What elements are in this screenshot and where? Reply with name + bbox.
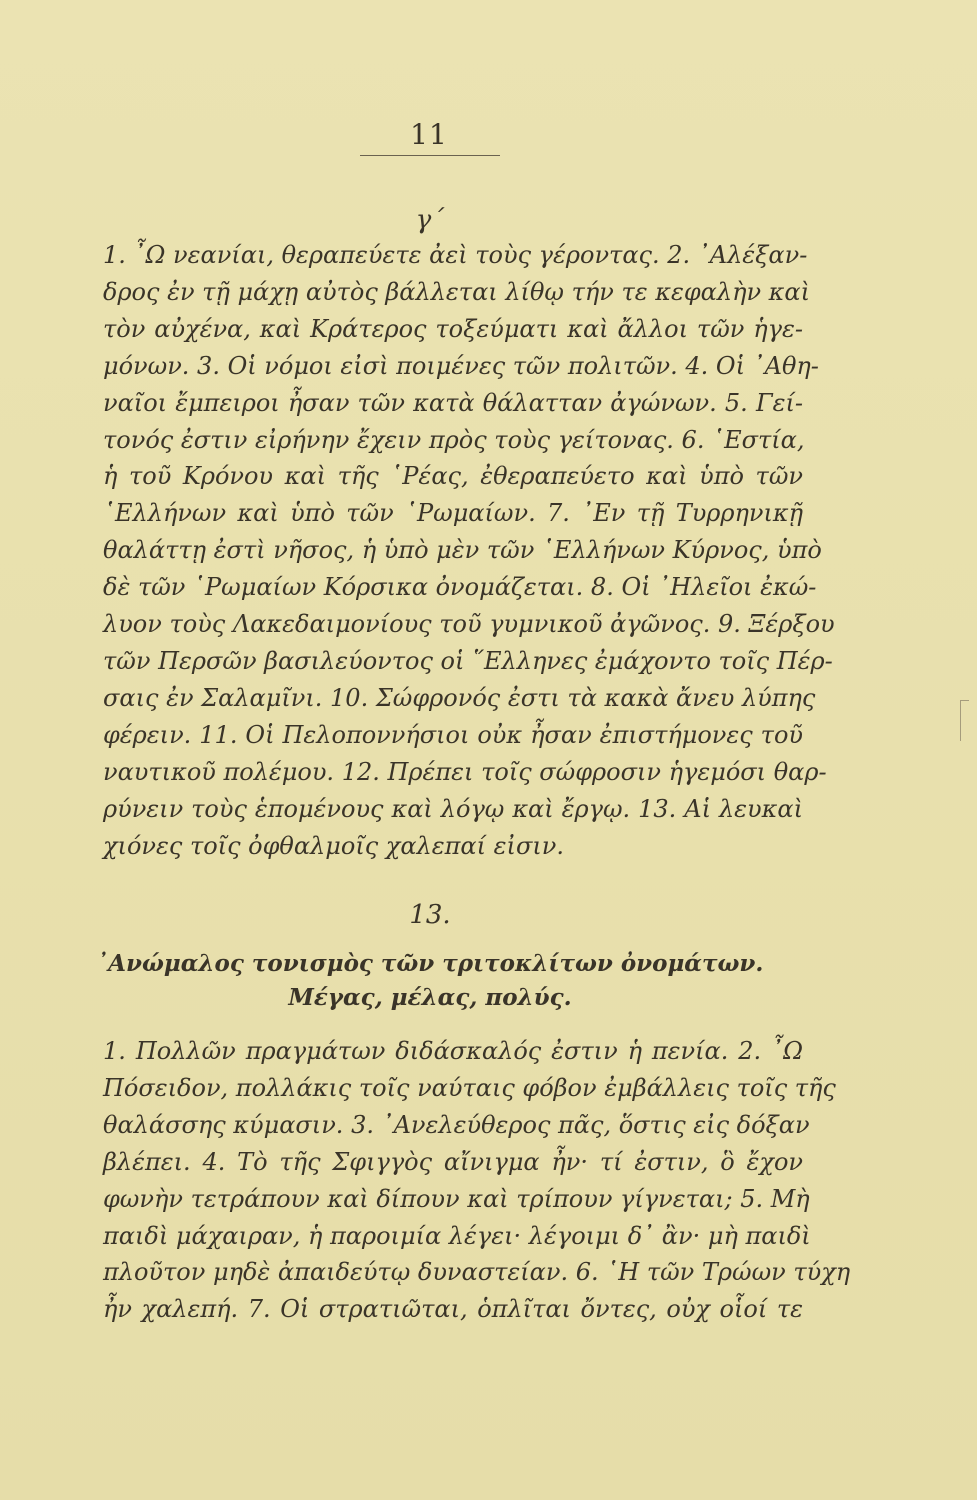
text-line: χιόνες τοῖς ὀφθαλμοῖς χαλεπαί εἰσιν. [103,831,564,860]
text-line: πλοῦτον μηδὲ ἀπαιδεύτῳ δυναστείαν. 6. ῾Η τῶν Τρώων τύχη [103,1258,851,1287]
page-edge-mark [960,700,969,741]
text-line: φέρειν. 11. Οἱ Πελοποννήσιοι οὐκ ἦσαν ἐπιστήμονες τοῦ [103,720,803,749]
text-line: ῾Ελλήνων καὶ ὑπὸ τῶν ῾Ρωμαίων. 7. ᾽Εν τῇ Τυρρηνικῇ [103,499,803,528]
text-line: τονός ἐστιν εἰρήνην ἔχειν πρὸς τοὺς γείτονας. 6. ῾Εστία, [103,425,805,454]
text-line: σαις ἐν Σαλαμῖνι. 10. Σώφρονός ἐστι τὰ κακὰ ἄνευ λύπης [103,683,816,712]
exercise-paragraph-gamma [103,237,835,864]
text-line: ρύνειν τοὺς ἑπομένους καὶ λόγῳ καὶ ἔργῳ. 13. Αἱ λευκαὶ [103,794,803,823]
lesson-number: 13. [409,900,451,930]
text-line: δρος ἐν τῇ μάχῃ αὐτὸς βάλλεται λίθῳ τήν τε κεφαλὴν καὶ [103,277,811,306]
text-line: θαλάττῃ ἐστὶ νῆσος, ἡ ὑπὸ μὲν τῶν ῾Ελλήνων Κύρνος, ὑπὸ [103,536,822,565]
text-line: 1. ῏Ω νεανίαι, θεραπεύετε ἀεὶ τοὺς γέροντας. 2. ᾽Αλέξαν- [103,241,808,269]
lesson-heading [0,947,860,1015]
text-line: παιδὶ μάχαιραν, ἡ παροιμία λέγει· λέγοιμι δ᾽ ἂν· μὴ παιδὶ [103,1221,811,1250]
text-line: 1. Πολλῶν πραγμάτων διδάσκαλός ἐστιν ἡ πενία. 2. ῏Ω [103,1037,803,1065]
text-line: Πόσειδον, πολλάκις τοῖς ναύταις φόβον ἐμβάλλεις τοῖς τῆς [103,1073,836,1102]
text-line: λυον τοὺς Λακεδαιμονίους τοῦ γυμνικοῦ ἀγῶνος. 9. Ξέρξου [103,610,835,639]
text-line: μόνων. 3. Οἱ νόμοι εἰσὶ ποιμένες τῶν πολιτῶν. 4. Οἱ ᾽Αθη- [103,351,819,380]
text-line: δὲ τῶν ῾Ρωμαίων Κόρσικα ὀνομάζεται. 8. Οἱ ᾽Ηλεῖοι ἐκώ- [103,573,817,602]
text-line: ἡ τοῦ Κρόνου καὶ τῆς ῾Ρέας, ἐθεραπεύετο καὶ ὑπὸ τῶν [103,462,803,491]
text-line: ναῖοι ἔμπειροι ἦσαν τῶν κατὰ θάλατταν ἀγώνων. 5. Γεί- [103,388,803,417]
text-line: τὸν αὐχένα, καὶ Κράτερος τοξεύματι καὶ ἄλλοι τῶν ἡγε- [103,314,803,343]
lesson-subtitle: Μέγας, μέλας, πολύς. [288,984,572,1011]
text-line: θαλάσσης κύμασιν. 3. ᾽Ανελεύθερος πᾶς, ὅστις εἰς δόξαν [103,1110,810,1139]
lesson-title: ᾽Ανώμαλος τονισμὸς τῶν τριτοκλίτων ὀνομάτων. [96,950,764,977]
header-rule [360,155,500,156]
text-line: ναυτικοῦ πολέμου. 12. Πρέπει τοῖς σώφροσιν ἡγεμόσι θαρ- [103,757,827,786]
text-line: βλέπει. 4. Τὸ τῆς Σφιγγὸς αἴνιγμα ἦν· τί ἐστιν, ὃ ἔχον [103,1147,803,1176]
exercise-paragraph-lesson-13 [103,1033,851,1328]
text-line: φωνὴν τετράπουν καὶ δίπουν καὶ τρίπουν γίγνεται; 5. Μὴ [103,1184,810,1213]
text-line: τῶν Περσῶν βασιλεύοντος οἱ ῞Ελληνες ἐμάχοντο τοῖς Πέρ- [103,646,833,675]
text-line: ἦν χαλεπή. 7. Οἱ στρατιῶται, ὁπλῖται ὄντες, οὐχ οἷοί τε [103,1295,803,1324]
page-number: 11 [410,118,448,151]
section-marker: γ΄ [415,205,445,235]
